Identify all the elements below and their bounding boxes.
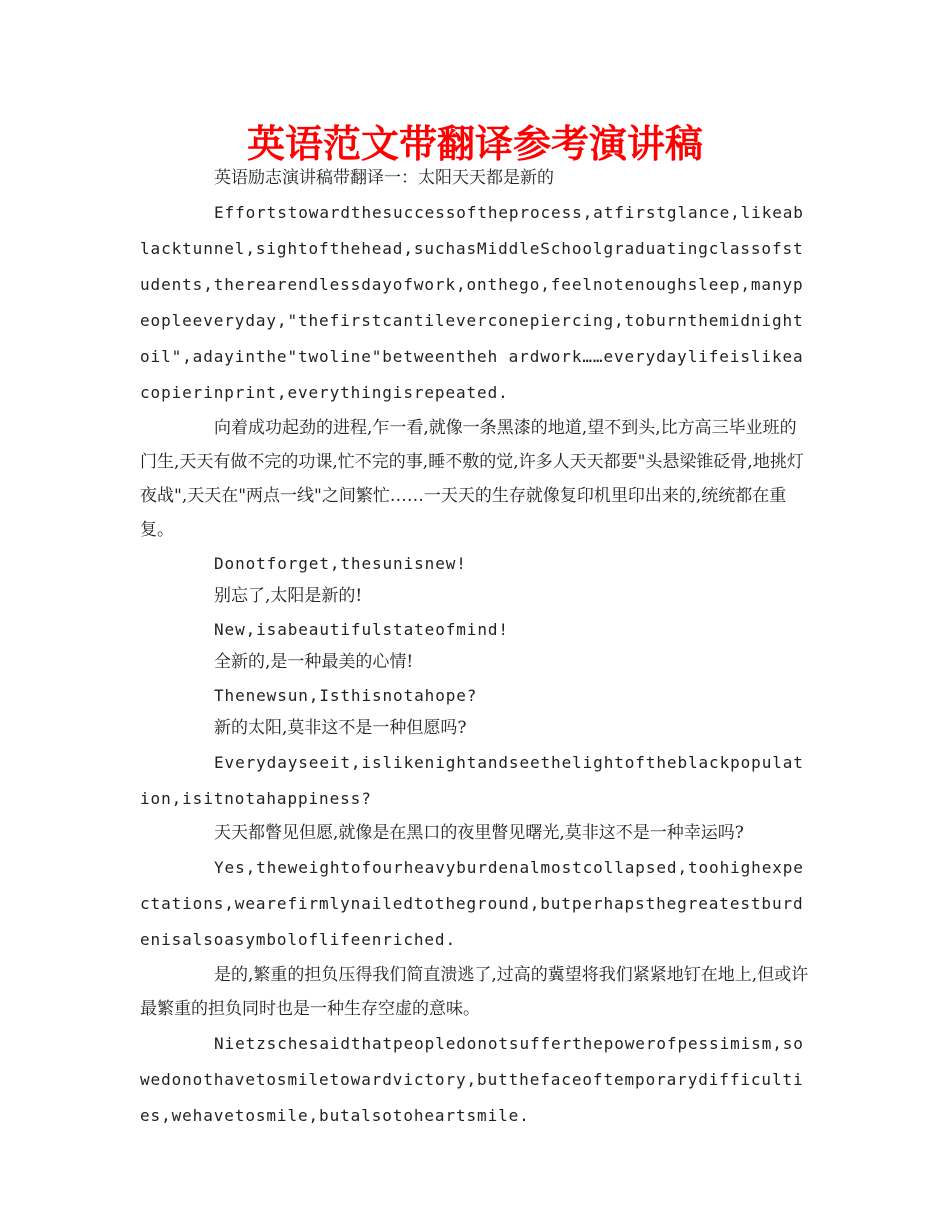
paragraph-zh: 是的,繁重的担负压得我们简直溃逃了,过高的冀望将我们紧紧地钉在地上,但或许最繁重的担负同时也是一种生存空虚的意味。 <box>140 965 809 1019</box>
paragraph-subtitle: 英语励志演讲稿带翻译一：太阳天天都是新的 <box>214 168 554 188</box>
paragraph-zh: 别忘了,太阳是新的! <box>214 586 363 606</box>
paragraph-en: Yes,theweightofourheavyburdenalmostcollapsed,toohighexpectations,wearefirmlynailedtotheground,butperhapsthegreatestburdenisalsoasymboloflifeenriched. <box>140 858 804 949</box>
paragraph-en: Nietzschesaidthatpeopledonotsufferthepowerofpessimism,sowedonothavetosmiletowardvictory,butthefaceoftemporarydifficulties,wehavetosmile,butalsotoheartsmile. <box>140 1034 804 1125</box>
paragraph-en: New,isabeautifulstateofmind! <box>214 620 509 639</box>
paragraph-en: Thenewsun,Isthisnotahope? <box>214 686 478 705</box>
paragraph-zh: 新的太阳,莫非这不是一种但愿吗? <box>214 718 467 738</box>
document-body <box>140 162 812 1134</box>
paragraph-zh: 向着成功起劲的进程,乍一看,就像一条黑漆的地道,望不到头,比方高三毕业班的门生,天天有做不完的功课,忙不完的事,睡不敷的觉,许多人天天都要"头悬梁锥砭骨,地挑灯夜战",天天在"两点一线"之间繁忙……一天天的生存就像复印机里印出来的,统统都在重复。 <box>140 418 804 540</box>
paragraph-en: Donotforget,thesunisnew! <box>214 554 467 573</box>
document-title: 英语范文带翻译参考演讲稿 <box>246 121 703 166</box>
paragraph-zh: 全新的,是一种最美的心情! <box>214 652 414 672</box>
paragraph-en: Effortstowardthesuccessoftheprocess,atfirstglance,likeablacktunnel,sightofthehead,suchasMiddleSchoolgraduatingclassofstudents,therearendlessdayofwork,onthego,feelnotenoughsleep,manypeopleeveryday,"thefirstcantileverconepiercing,toburnthemidnightoil",adayinthe"twoline"betweentheh ardwork……everydaylifeislikeacopierinprint,everythingisrepeated. <box>140 203 804 402</box>
paragraph-zh: 天天都瞥见但愿,就像是在黑口的夜里瞥见曙光,莫非这不是一种幸运吗? <box>214 823 744 843</box>
paragraph-en: Everydayseeit,islikenightandseethelightoftheblackpopulation,isitnotahappiness? <box>140 753 804 808</box>
